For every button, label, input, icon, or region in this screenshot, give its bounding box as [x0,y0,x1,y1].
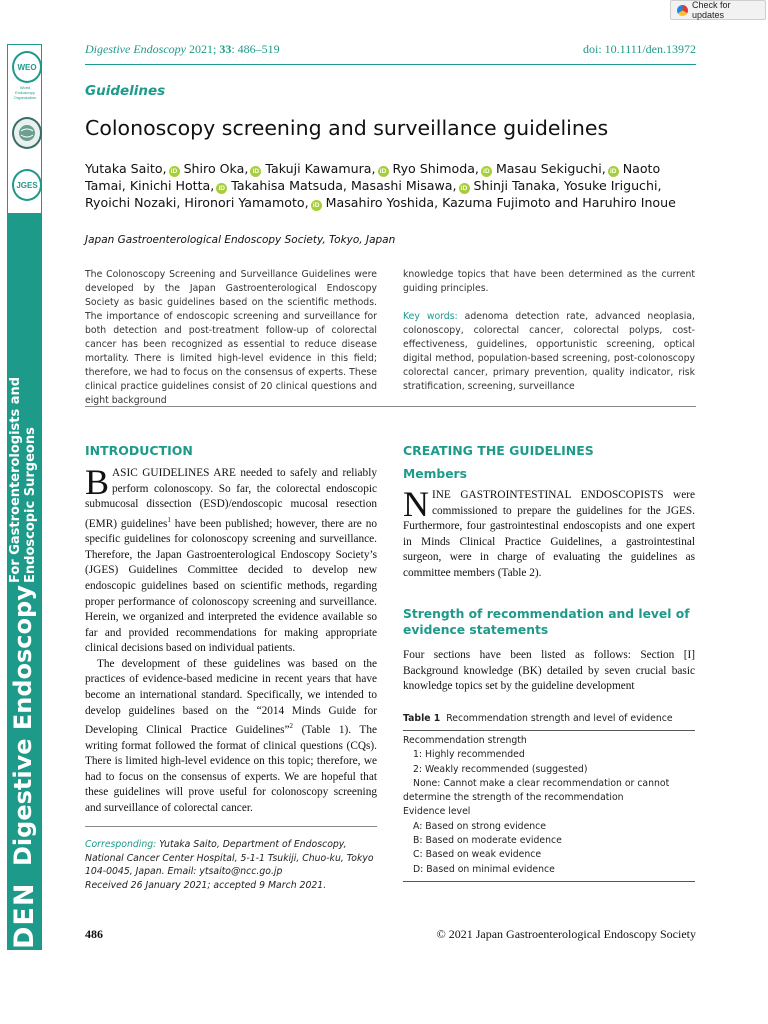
weo-logo [12,51,42,83]
page-number: 486 [85,927,103,941]
table-row: Evidence level [403,806,471,818]
tagline-line-1: For Gastroenterologists and [8,376,23,583]
copyright: © 2021 Japan Gastroenterological Endoscopy Society [436,927,696,941]
orcid-icon[interactable]: iD [216,183,227,194]
journal-pages: : 486–519 [231,42,280,56]
table-caption-text: Recommendation strength and level of evidence [446,713,673,724]
journal-volume: 33 [219,42,232,56]
orcid-icon[interactable]: iD [608,166,619,177]
table-row: determine the strength of the recommendation [403,792,624,804]
orcid-icon[interactable]: iD [459,183,470,194]
crossmark-icon [677,5,688,16]
author-name: Ryoichi Nozaki, [85,195,181,210]
strength-heading: Strength of recommendation and level of evidence statements [403,607,690,637]
weo-logo-text: WEO [17,62,37,72]
sidebar-tagline [8,377,38,583]
ref-1-link[interactable]: 1 [167,515,171,524]
introduction-body [85,462,378,817]
members-text: INE GASTROINTESTINAL ENDOSCOPISTS were commissioned to prepare the guidelines for the JGES. Furthermore, four gastrointestinal endoscopists and one expert in Minds Clinical Practice Guidelines, a gastrointestinal surgeon, were in charge of evaluating the guidelines as committee members (Table 2). [403,489,695,579]
orcid-icon[interactable]: iD [378,166,389,177]
jges-logo-text: JGES [16,180,38,190]
ref-2-link[interactable]: 2 [289,722,294,731]
orcid-icon[interactable]: iD [481,166,492,177]
strength-body: Four sections have been listed as follows: Section [I] Background knowledge (BK) detailed by seven crucial basic knowledge topics set by the guideline development [403,649,695,693]
table-caption [403,713,695,724]
affiliation: Japan Gastroenterological Endoscopy Society, Tokyo, Japan [85,234,396,246]
correspondence [85,838,377,892]
members-body [403,484,695,582]
sidebar-brand-den [7,882,40,949]
author-name: Masahiro Yoshida, [325,195,439,210]
author-list [85,160,685,211]
dropcap-n: N [403,484,429,524]
creating-guidelines-heading: CREATING THE GUIDELINES [403,443,594,458]
table-row: Recommendation strength [403,735,527,746]
author-name: Hironori Yamamoto, [184,195,309,210]
doi-link[interactable]: doi: 10.1111/den.13972 [583,42,696,56]
society-logos [7,44,42,214]
den-label: DEN [9,882,40,949]
members-heading: Members [403,467,467,481]
table-row: D: Based on minimal evidence [413,863,555,875]
globe-logo-icon [12,117,42,149]
author-name: Kazuma Fujimoto and Haruhiro Inoue [442,195,676,210]
author-name: Takahisa Matsuda, [231,178,347,193]
journal-name-label: Digestive Endoscopy [9,585,37,866]
received-dates: Received 26 January 2021; accepted 9 March 2021. [85,879,327,891]
journal-year: 2021; [188,42,217,56]
orcid-icon[interactable]: iD [311,200,322,211]
table-1 [403,713,695,882]
introduction-heading: INTRODUCTION [85,443,193,458]
orcid-icon[interactable]: iD [250,166,261,177]
check-for-updates-button[interactable] [670,0,766,20]
orcid-icon[interactable]: iD [169,166,180,177]
table-rows [403,731,695,881]
author-name: Yutaka Saito, [85,161,167,176]
correspondence-text: Yutaka Saito, Department of Endoscopy, National Cancer Center Hospital, 5-1-1 Tsukiji, Chuo-ku, Tokyo 104-0045, Japan. Email: ytsaito@ncc.go.jp [85,839,374,877]
keywords [403,310,695,394]
table-row: 2: Weakly recommended (suggested) [413,763,588,775]
journal-citation [85,42,280,57]
author-name: Kinichi Hotta, [129,178,215,193]
author-name: Yosuke Iriguchi, [563,178,662,193]
intro-p1-lead: ASIC GUIDELINES ARE needed to safely and reliably perform colonoscopy. So far, the colorectal endoscopic submucosal dissection (ESD)/endoscopic mucosal resection (EMR) guidelines [85,467,377,530]
weo-logo-subtitle: World Endoscopy Organization [13,85,37,100]
author-name: Masau Sekiguchi, [495,161,606,176]
dropcap-b: B [85,462,110,502]
abstract-right-column: knowledge topics that have been determined as the current guiding principles. [403,269,695,294]
intro-paragraph-1 [85,462,378,657]
tagline-line-2: Endoscopic Surgeons [23,427,38,583]
header-divider [85,64,696,65]
author-name: Ryo Shimoda, [392,161,479,176]
keywords-list: adenoma detection rate, advanced neoplasia, colonoscopy, colorectal cancer, colorectal polyps, cost-effectiveness, guidelines, opportunistic screening, optical digital method, population-based screening, post-colonoscopy colorectal cancer, primary prevention, quality indicator, risk stratification, screening, surveillance [403,311,695,392]
journal-name: Digestive Endoscopy [85,42,186,56]
article-title: Colonoscopy screening and surveillance guidelines [85,116,609,140]
abstract-left-column: The Colonoscopy Screening and Surveillance Guidelines were developed by the Japan Gastroenterological Endoscopy Society as basic guidelines based on the scientific methods. The importance of endoscopic screening and surveillance for both detection and post-treatment follow-up of colorectal cancer has been recognized as essential to reduce disease mortality. There is limited high-level evidence in this field; therefore, we had to focus on the consensus of experts. These clinical practice guidelines consist of 20 clinical questions and eight background [85,269,377,406]
keywords-label: Key words: [403,311,458,322]
author-name: Shinji Tanaka, [473,178,560,193]
table-label: Table 1 [403,713,441,724]
table-row: None: Cannot make a clear recommendation or cannot [413,777,670,789]
intro-p2-lead: The development of these guidelines was based on the practices of evidence-based medicine in recent years that have become an international standard. Specifically, we intended to develop guidelines based on the “2014 Minds Guide for Developing Clinical Practice Guidelines” [85,657,377,737]
jges-logo [12,169,42,201]
article-type: Guidelines [85,83,166,99]
correspondence-label: Corresponding: [85,839,157,850]
sidebar-journal-name [9,585,37,866]
table-row: 1: Highly recommended [413,749,525,761]
table-bottom-rule [403,881,695,882]
table-row: B: Based on moderate evidence [413,835,562,847]
table-row: C: Based on weak evidence [413,849,542,861]
abstract-divider [85,406,696,407]
intro-paragraph-2 [85,657,377,817]
author-name: Masashi Misawa, [350,178,457,193]
table-row: A: Based on strong evidence [413,820,547,832]
author-name: Shiro Oka, [183,161,249,176]
intro-p1-rest: have been published; however, there are no specific guidelines for colonoscopy screening and surveillance. Therefore, the Japan Gastroenterological Endoscopy Society’s (JGES) Guidelines Committee decided to develop new endoscopic guidelines based on scientific methods, regarding proper performance of colonoscopy screening and surveillance. Herein, we organized and interpreted the evidence available so far and provided recommendations for making appropriate clinical decisions based on individual patients. [85,517,378,655]
correspondence-divider [85,826,377,827]
check-for-updates-label: Check for updates [692,0,731,20]
intro-p2-rest: (Table 1). The writing format followed the format of clinical questions (CQs). There is limited high-level evidence on this topic; therefore, we had to focus on the consensus of experts. We are hopeful that these guidelines will prove useful for colonoscopy screening and surveillance of colorectal cancer. [85,724,377,814]
author-name: Naoto Tamai, [85,161,661,193]
author-name: Takuji Kawamura, [265,161,376,176]
